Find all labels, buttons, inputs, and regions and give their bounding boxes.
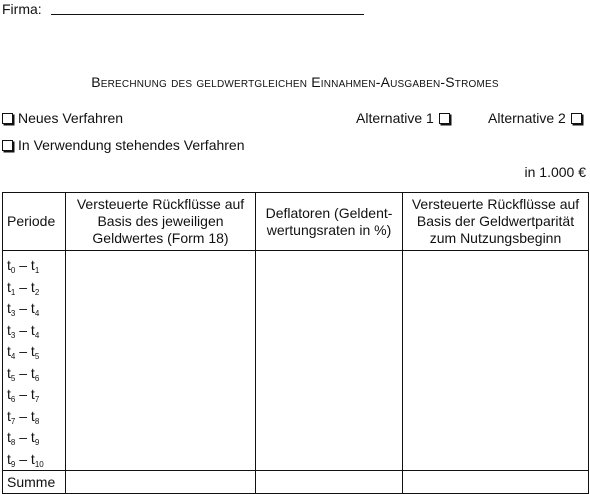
- period-b-sub: 6: [34, 373, 40, 383]
- table-body-row: [3, 251, 589, 471]
- header-rueckfluesse-geldwert: Versteuerte Rückflüsse auf Basis des jeweiligen Geldwertes (Form 18): [66, 193, 256, 251]
- option-label: Neues Verfahren: [18, 110, 124, 126]
- period-item: [7, 255, 65, 277]
- period-a-sub: 1: [10, 287, 16, 297]
- sum-label: Summe: [3, 471, 66, 494]
- input-cell-rueckfluesse[interactable]: [66, 251, 256, 471]
- period-dash: –: [15, 321, 31, 338]
- period-a: t: [7, 407, 11, 424]
- period-a-sub: 4: [10, 352, 16, 361]
- period-a: t: [7, 386, 11, 402]
- period-b-sub: 4: [34, 330, 40, 340]
- period-b: t: [30, 386, 35, 402]
- period-dash: –: [15, 343, 31, 359]
- period-b-sub: 10: [34, 459, 44, 469]
- input-cell-paritaet[interactable]: [403, 251, 589, 471]
- period-a-sub: 7: [10, 416, 16, 426]
- period-b-sub: 1: [34, 266, 40, 275]
- sum-cell-deflatoren[interactable]: [256, 471, 403, 494]
- period-a: t: [7, 450, 11, 467]
- option-label: Alternative 1: [356, 110, 434, 126]
- period-item: [7, 384, 65, 406]
- checkbox-icon[interactable]: [2, 113, 13, 124]
- period-dash: –: [15, 429, 31, 445]
- option-neues-verfahren[interactable]: [2, 109, 123, 127]
- option-in-verwendung[interactable]: [2, 136, 245, 154]
- period-list: [3, 251, 66, 471]
- period-b: t: [30, 450, 35, 467]
- period-a: t: [7, 343, 11, 359]
- header-rueckfluesse-paritaet: Versteuerte Rückflüsse auf Basis der Geldwertparität zum Nutzungsbeginn: [403, 193, 589, 251]
- header-periode: Periode: [3, 193, 66, 251]
- period-dash: –: [15, 278, 31, 295]
- period-b: t: [30, 278, 35, 295]
- period-a: t: [7, 364, 11, 381]
- period-b-sub: 8: [34, 416, 40, 426]
- period-b: t: [30, 407, 35, 424]
- period-a: t: [7, 278, 11, 295]
- period-b: t: [30, 300, 35, 316]
- table-header-row: [3, 193, 589, 251]
- period-b-sub: 5: [34, 352, 40, 361]
- option-label: In Verwendung stehendes Verfahren: [18, 137, 245, 153]
- period-item: [7, 277, 65, 299]
- period-dash: –: [15, 364, 31, 381]
- period-dash: –: [15, 257, 31, 273]
- checkbox-icon[interactable]: [2, 140, 13, 151]
- period-b-sub: 7: [34, 395, 40, 404]
- period-a-sub: 9: [10, 459, 16, 469]
- period-a: t: [7, 257, 11, 273]
- period-b: t: [30, 364, 35, 381]
- period-b: t: [30, 321, 35, 338]
- unit-label: in 1.000 €: [524, 164, 586, 180]
- calculation-table: [2, 192, 589, 494]
- period-item: [7, 363, 65, 385]
- period-a-sub: 5: [10, 373, 16, 383]
- period-item: [7, 449, 65, 471]
- period-item: [7, 406, 65, 428]
- option-alternative-1[interactable]: [356, 109, 450, 127]
- period-b-sub: 4: [34, 309, 40, 318]
- period-item: [7, 298, 65, 320]
- checkbox-icon[interactable]: [571, 113, 582, 124]
- period-a-sub: 6: [10, 395, 16, 404]
- option-alternative-2[interactable]: [488, 109, 582, 127]
- header-deflatoren: Deflatoren (Geldent-wertungsraten in %): [256, 193, 403, 251]
- sum-cell-rueckfluesse[interactable]: [66, 471, 256, 494]
- form-title: Berechnung des geldwertgleichen Einnahmen-Ausgaben-Stromes: [91, 74, 499, 90]
- period-item: [7, 341, 65, 363]
- period-item: [7, 320, 65, 342]
- firma-input-line[interactable]: [51, 14, 364, 15]
- period-a-sub: 8: [10, 438, 16, 447]
- period-a-sub: 3: [10, 330, 16, 340]
- period-a-sub: 0: [10, 266, 16, 275]
- table-sum-row: [3, 471, 589, 494]
- checkbox-icon[interactable]: [439, 113, 450, 124]
- period-b: t: [30, 257, 35, 273]
- firma-label: Firma:: [2, 1, 42, 17]
- input-cell-deflatoren[interactable]: [256, 251, 403, 471]
- period-b-sub: 2: [34, 287, 40, 297]
- period-dash: –: [15, 386, 31, 402]
- sum-cell-paritaet[interactable]: [403, 471, 589, 494]
- option-label: Alternative 2: [488, 110, 566, 126]
- period-b: t: [30, 343, 35, 359]
- period-a-sub: 3: [10, 309, 16, 318]
- period-a: t: [7, 429, 11, 445]
- period-dash: –: [15, 407, 31, 424]
- period-dash: –: [15, 450, 31, 467]
- period-item: [7, 427, 65, 449]
- period-b: t: [30, 429, 35, 445]
- period-a: t: [7, 300, 11, 316]
- period-dash: –: [15, 300, 31, 316]
- period-b-sub: 9: [34, 438, 40, 447]
- period-a: t: [7, 321, 11, 338]
